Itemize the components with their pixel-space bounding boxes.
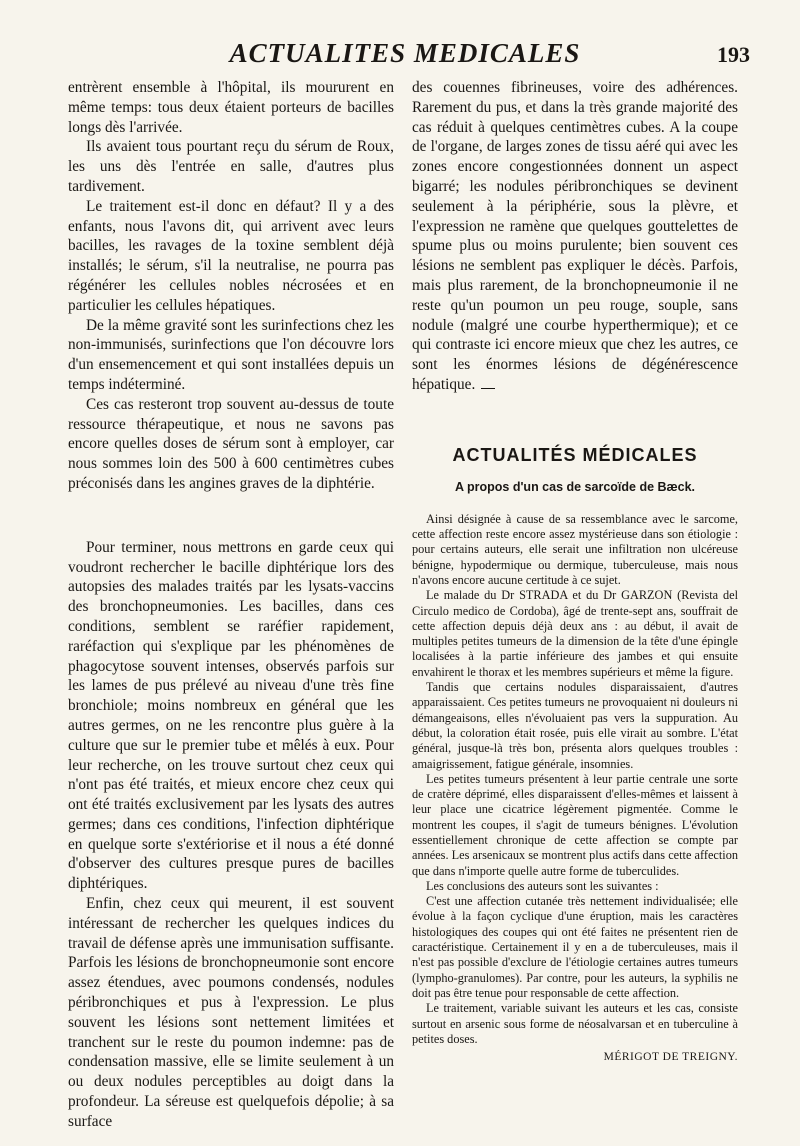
paragraph: Le traitement est-il donc en défaut? Il y a des enfants, nous l'avons dit, qui arrivent avec leurs bacilles, les ravages de la toxine semblent déjà installés; le sérum, s'il la neutralise, ne pourra pas régénérer les cellules nobles nécrosées et en particulier les cellules hépatiques.: [68, 197, 394, 314]
page-number: 193: [717, 42, 750, 67]
paragraph: De la même gravité sont les surinfections chez les non-immunisés, surinfections que l'on découvre lors d'un ensemencement et qui sont installées depuis un temps indéterminé.: [68, 316, 394, 393]
author-signature: MÉRIGOT DE TREIGNY.: [603, 1051, 738, 1064]
article-paragraph: Les petites tumeurs présentent à leur partie centrale une sorte de cratère déprimé, elles disparaissent d'elles-mêmes et laissent à leur place une cicatrice légèrement pigmentée. Comme le montrent les coupes, il s'agit de tumeurs bénignes. L'évolution essentiellement chronique de cette affection se compte par années. Les arsenicaux se montrent plus actifs dans cette affection que dans n'importe quelle autre forme de tuberculides.: [412, 771, 738, 878]
article-paragraph: C'est une affection cutanée très nettement individualisée; elle évolue à la façon cyclique d'une éruption, mais les caractères histologiques des coupes qui ont été faites ne présentent rien de caractéristique. Certainement il y en a de tuberculeuses, mais il n'est pas possible d'exclure de l'étiologie certaines autres tumeurs (lympho-granulomes). Par contre, pour les auteurs, la syphilis ne doit pas être tenue pour responsable de cette affection.: [412, 894, 738, 1000]
paragraph: Ils avaient tous pourtant reçu du sérum de Roux, les uns dès l'entrée en salle, d'autres plus tardivement.: [68, 138, 394, 195]
article-paragraph: Le malade du Dr STRADA et du Dr GARZON (Revista del Circulo medico de Cordoba), âgé de trente-sept ans, souffrait de cette affection depuis déjà deux ans : au début, il avait de multiples petites tumeurs de la dimension de la tête d'une épingle localisées à la partie inférieure des jambes et qui ensuite envahirent le thorax et les membres supérieurs et même la figure.: [412, 588, 738, 679]
continuation-text: des couennes fibrineuses, voire des adhérences. Rarement du pus, et dans la très grande majorité des cas réduit à quelques centimètres cubes. A la coupe de l'organe, de larges zones de tissu aéré qui avec les zones encore congestionnées donnent un aspect bigarré; les nodules péribronchiques se devinent seulement à la périphérie, sous la plèvre, et l'expression ne ramène que quelques gouttelettes de spume plus ou moins purulente; bien souvent ces lésions ne semblent pas expliquer le décès. Parfois, mais plus rarement, de la bronchopneumonie il ne reste qu'un poumon un peu rouge, souple, sans nodule (malgré une courbe hyperthermique); et ce qui contraste ici encore mieux que chez les autres, ce sont les énormes lésions de dégénérescence hépatique.: [412, 79, 738, 393]
paragraph-continuation: [412, 78, 738, 395]
paragraph: Enfin, chez ceux qui meurent, il est souvent intéressant de rechercher les quelques indices du travail de défense après une immunisation suffisante. Parfois les lésions de bronchopneumonie sont encore assez étendues, avec poumons condensés, nodules péribronchiques et pus à l'expression. Le plus souvent les lésions sont nettement limitées et tranchent sur le reste du poumon indemne: pas de condensation massive, elle se limite seulement à un ou deux nodules perceptibles au doigt dans la profondeur. La séreuse est quelquefois dépolie; à sa surface: [68, 895, 394, 1130]
section-title: ACTUALITÉS MÉDICALES: [452, 444, 698, 465]
article-body: [412, 512, 738, 1063]
left-column: [68, 78, 394, 1132]
section-gap: [68, 516, 394, 538]
article-paragraph: Ainsi désignée à cause de sa ressemblance avec le sarcome, cette affection reste encore assez mystérieuse dans son étiologie : pour certains auteurs, elle serait une infiltration non ulcéreuse bénigne, hypodermique ou dermique, tuberculeuse, mais nous n'avons encore aucune certitude à ce sujet.: [412, 511, 738, 587]
article-paragraph: Le traitement, variable suivant les auteurs et les cas, consiste surtout en arsenic sous forme de néosalvarsan et en tuberculine à petites doses.: [412, 1001, 738, 1046]
article-paragraph: Les conclusions des auteurs sont les suivantes :: [426, 878, 659, 893]
section-gap: [68, 494, 394, 516]
article-title: A propos d'un cas de sarcoïde de Bæck.: [454, 479, 696, 494]
end-mark: [481, 388, 495, 389]
page-header: [60, 38, 750, 78]
running-title: ACTUALITES MEDICALES: [229, 38, 581, 68]
article-paragraph: Tandis que certains nodules disparaissaient, d'autres apparaissaient. Ces petites tumeurs ne provoquaient ni douleurs ni démangeaisons, elles n'évoluaient pas vers la suppuration. Au début, la coloration était rosée, puis elle virait au sombre. L'état général, jusque-là très bon, présenta alors quelques troubles : amaigrissement, fatigue générale, insomnies.: [412, 680, 738, 771]
right-column: [412, 78, 738, 1063]
paragraph: Ces cas resteront trop souvent au-dessus de toute ressource thérapeutique, et nous ne savons pas encore quelles doses de sérum sont à employer, car nous sommes loin des 500 à 600 centimètres cubes préconisés dans les angines graves de la diphtérie.: [68, 395, 394, 492]
paragraph: Pour terminer, nous mettrons en garde ceux qui voudront rechercher le bacille diphtérique lors des autopsies des malades traités par les lysats-vaccins des bronchopneumonies. Les bacilles, dans ces conditions, semblent se raréfier rapidement, raréfaction qui s'explique par les phénomènes de phagocytose souvent intenses, observés parfois sur les lames de pus prélevé au niveau d'une très fine bronchiole; moins nombreux en général que les autres germes, on ne les rencontre plus guère à la culture que sur le premier tube et mêlés à eux. Pour leur recherche, on les trouve surtout chez ceux qui n'ont pas été traités, et mieux encore chez ceux qui ont été traités exclusivement par les lysats des autres germes; dans ces conditions, l'infection diphtérique en quelque sorte s'extériorise et il nous a été donné d'observer des cultures presque pures de bacilles diphtériques.: [68, 538, 394, 893]
paragraph: entrèrent ensemble à l'hôpital, ils moururent en même temps: tous deux étaient porteurs de bacilles longs dès l'arrivée.: [68, 79, 394, 136]
